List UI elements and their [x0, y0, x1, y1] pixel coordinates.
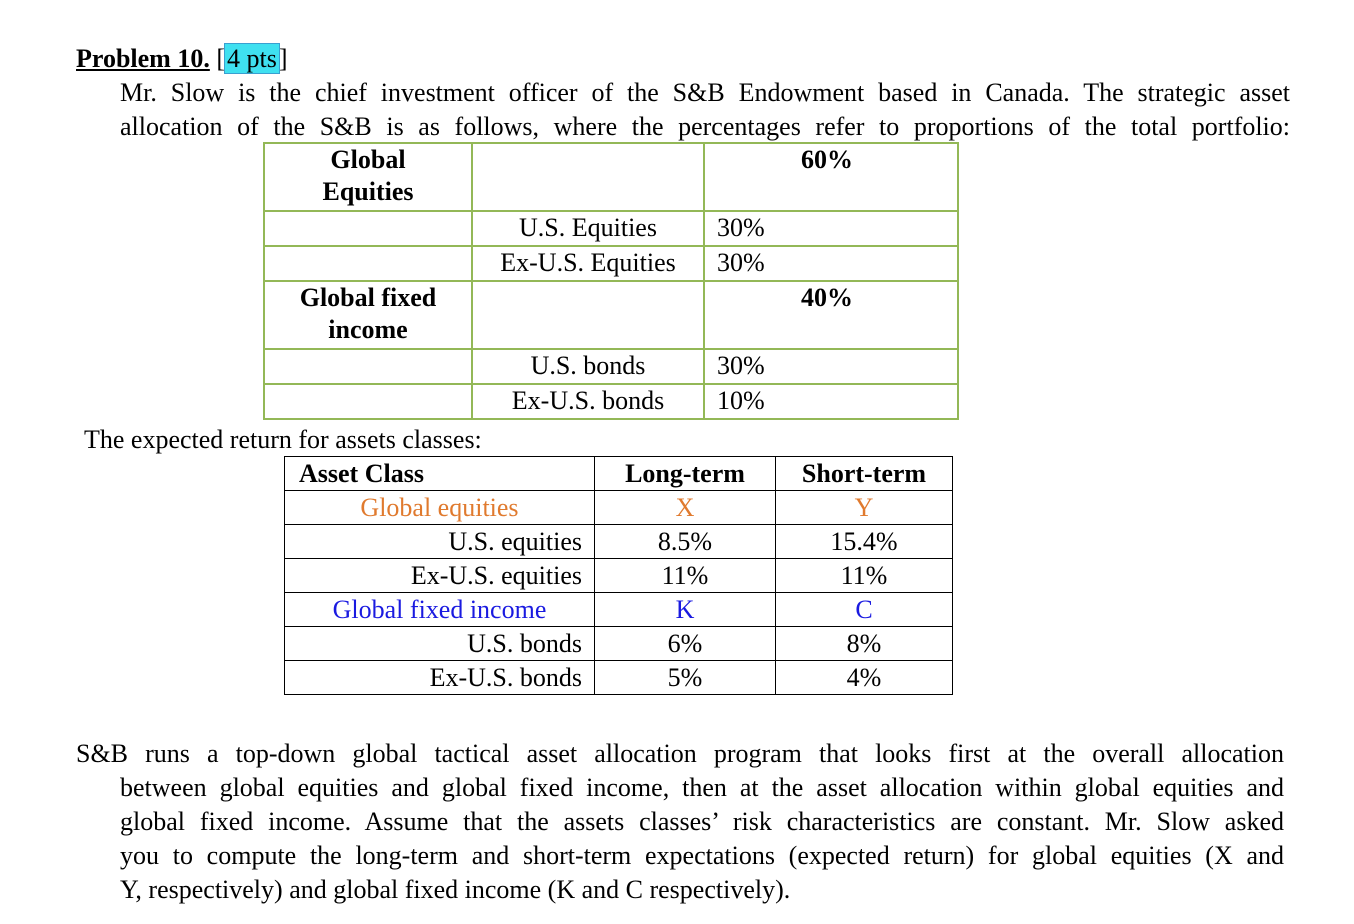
table-row [264, 281, 958, 349]
points-badge: 4 pts [227, 44, 277, 73]
short-term-cell: 8% [776, 627, 953, 661]
asset-cell: Ex-U.S. equities [285, 559, 595, 593]
allocation-cell-weight: 40% [704, 281, 958, 349]
table-row [264, 349, 958, 384]
intro-paragraph [120, 76, 1290, 144]
table-row [285, 525, 953, 559]
allocation-cell-category: Global Equities [264, 143, 472, 211]
table-row [264, 384, 958, 419]
allocation-cell-weight: 30% [704, 246, 958, 281]
allocation-cell-category [264, 349, 472, 384]
allocation-cell-category [264, 384, 472, 419]
header-short-term: Short-term [776, 457, 953, 491]
conclusion-line-5: Y, respectively) and global fixed income (K and C respectively). [120, 875, 791, 904]
problem-label: Problem 10. [76, 44, 210, 73]
expected-return-table [284, 456, 953, 695]
long-term-cell: X [595, 491, 776, 525]
intro-line-1: Mr. Slow is the chief investment officer of the S&B Endowment based in Canada. The strategic asset [120, 78, 1290, 107]
long-term-cell: 8.5% [595, 525, 776, 559]
allocation-cell-weight: 30% [704, 349, 958, 384]
asset-cell: U.S. equities [285, 525, 595, 559]
table-row [285, 593, 953, 627]
conclusion-line-2: between global equities and global fixed income, then at the asset allocation within global equities and [120, 773, 1284, 802]
header-asset-class: Asset Class [285, 457, 595, 491]
expected-return-label: The expected return for assets classes: [84, 425, 482, 454]
table-row [264, 211, 958, 246]
conclusion-line-3: global fixed income. Assume that the assets classes’ risk characteristics are constant. Mr. Slow asked [120, 807, 1284, 836]
header-long-term: Long-term [595, 457, 776, 491]
asset-cell: Global fixed income [285, 593, 595, 627]
allocation-cell-category [264, 211, 472, 246]
conclusion-line-1: S&B runs a top-down global tactical asset allocation program that looks first at the overall allocation [76, 739, 1284, 768]
conclusion-paragraph [76, 737, 1284, 907]
short-term-cell: Y [776, 491, 953, 525]
allocation-cell-subclass: Ex-U.S. bonds [472, 384, 704, 419]
allocation-cell-subclass: Ex-U.S. Equities [472, 246, 704, 281]
allocation-cell-subclass [472, 281, 704, 349]
strategic-allocation-table [263, 142, 959, 420]
table-row [285, 661, 953, 695]
intro-line-2: allocation of the S&B is as follows, where the percentages refer to proportions of the total portfolio: [120, 112, 1290, 141]
allocation-cell-subclass: U.S. Equities [472, 211, 704, 246]
allocation-cell-subclass [472, 143, 704, 211]
points-open-bracket: [ [216, 44, 226, 73]
asset-cell: Global equities [285, 491, 595, 525]
allocation-cell-category: Global fixed income [264, 281, 472, 349]
problem-heading [76, 42, 288, 76]
allocation-cell-weight: 60% [704, 143, 958, 211]
asset-cell: U.S. bonds [285, 627, 595, 661]
long-term-cell: K [595, 593, 776, 627]
table-row [285, 559, 953, 593]
short-term-cell: C [776, 593, 953, 627]
points-close-bracket: ] [278, 44, 288, 73]
table-header-row [285, 457, 953, 491]
conclusion-line-4: you to compute the long-term and short-term expectations (expected return) for global equities (X and [120, 841, 1284, 870]
allocation-cell-category [264, 246, 472, 281]
allocation-cell-weight: 30% [704, 211, 958, 246]
short-term-cell: 15.4% [776, 525, 953, 559]
allocation-cell-subclass: U.S. bonds [472, 349, 704, 384]
long-term-cell: 11% [595, 559, 776, 593]
table-row [264, 246, 958, 281]
short-term-cell: 11% [776, 559, 953, 593]
asset-cell: Ex-U.S. bonds [285, 661, 595, 695]
long-term-cell: 6% [595, 627, 776, 661]
table-row [264, 143, 958, 211]
allocation-cell-weight: 10% [704, 384, 958, 419]
table-row [285, 627, 953, 661]
long-term-cell: 5% [595, 661, 776, 695]
table-row [285, 491, 953, 525]
short-term-cell: 4% [776, 661, 953, 695]
